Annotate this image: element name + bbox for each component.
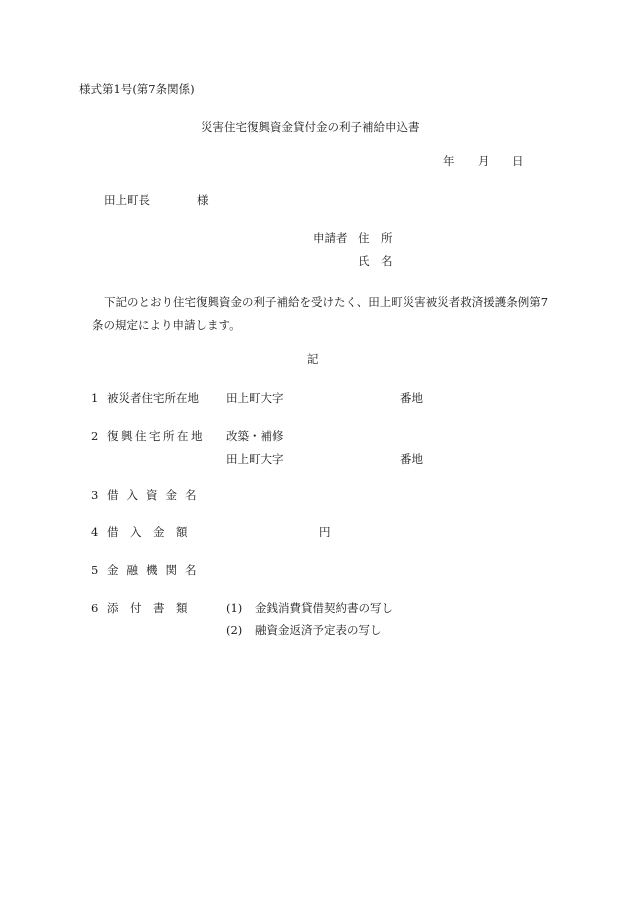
item-unit: 円 [319, 525, 331, 539]
item-number: 4 [91, 525, 99, 539]
item-value: 田上町大字 [226, 391, 284, 405]
item-number: 3 [91, 488, 99, 502]
item-label: 被災者住宅所在地 [107, 391, 199, 405]
applicant-name-label: 氏 名 [358, 254, 393, 268]
attachment-text: 融資金返済予定表の写し [255, 623, 382, 637]
attachment-text: 金銭消費貸借契約書の写し [255, 601, 393, 615]
applicant-label: 申請者 [313, 231, 348, 245]
item-number: 6 [91, 601, 99, 615]
date-month: 月 [478, 154, 490, 168]
item-suffix: 番地 [400, 391, 423, 405]
date-year: 年 [443, 154, 455, 168]
ki-marker: 記 [307, 352, 319, 366]
item-label: 金融機関名 [107, 563, 205, 577]
item-value-reconstruction-type: 改築・補修 [226, 429, 284, 443]
addressee-honorific: 様 [197, 193, 209, 207]
attachment-mark: (1) [226, 601, 243, 615]
attachment-mark: (2) [226, 623, 243, 637]
body-line-2: 条の規定により申請します。 [92, 318, 241, 332]
item-number: 5 [91, 563, 99, 577]
item-label: 借 入 金 額 [107, 525, 188, 539]
applicant-address-label: 住 所 [358, 231, 393, 245]
addressee-name: 田上町長 [104, 193, 150, 207]
date-day: 日 [512, 154, 524, 168]
document-title: 災害住宅復興資金貸付金の利子補給申込書 [201, 120, 420, 134]
item-number: 2 [91, 429, 99, 443]
item-suffix: 番地 [400, 452, 423, 466]
item-label: 添 付 書 類 [107, 601, 188, 615]
form-label: 様式第1号(第7条関係) [79, 82, 195, 96]
item-value: 田上町大字 [226, 452, 284, 466]
item-label: 借入資金名 [107, 488, 205, 502]
item-label: 復興住宅所在地 [107, 429, 205, 443]
body-line-1: 下記のとおり住宅復興資金の利子補給を受けたく、田上町災害被災者救済援護条例第7 [104, 295, 549, 309]
item-number: 1 [91, 391, 99, 405]
